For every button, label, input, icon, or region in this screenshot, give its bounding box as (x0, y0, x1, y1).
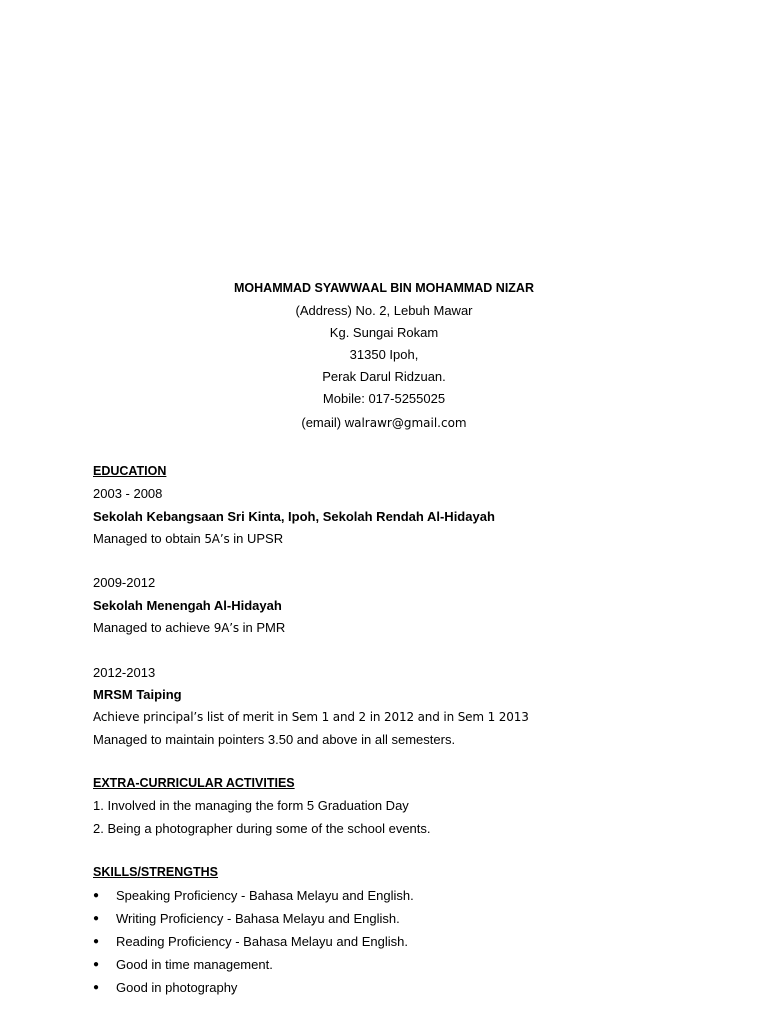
education-heading: EDUCATION (93, 464, 167, 478)
education-achievement: Managed to maintain pointers 3.50 and above in all semesters. (93, 731, 456, 747)
education-achievement: Managed to obtain 5A’s in UPSR (93, 530, 284, 546)
education-section (93, 463, 733, 1002)
education-years: 2009-2012 (93, 575, 156, 591)
skills-heading: SKILLS/STRENGTHS (93, 865, 219, 880)
address-line: Perak Darul Ridzuan. (322, 369, 446, 384)
education-achievement: Achieve principal’s list of merit in Sem 1 and 2 in 2012 and in Sem 1 2013 (93, 710, 529, 725)
skill-text: Good in time management. (116, 956, 273, 972)
email-line (0, 414, 768, 436)
education-school: Sekolah Menengah Al-Hidayah (93, 597, 282, 613)
education-school: MRSM Taiping (93, 686, 182, 702)
education-years: 2012-2013 (93, 664, 156, 680)
skill-item (93, 887, 733, 910)
bullet-icon: ● (93, 912, 100, 924)
education-years: 2003 - 2008 (93, 486, 163, 502)
extracurricular-item: 2. Being a photographer during some of the school events. (93, 820, 431, 836)
bullet-icon: ● (93, 981, 100, 993)
address-line: Kg. Sungai Rokam (329, 325, 439, 340)
bullet-icon: ● (93, 935, 100, 947)
bullet-icon: ● (93, 889, 100, 901)
spacer (93, 641, 733, 663)
spacer (93, 753, 733, 775)
address-line: 31350 Ipoh, (349, 347, 419, 362)
extracurricular-item: 1. Involved in the managing the form 5 Graduation Day (93, 798, 409, 814)
spacer (93, 552, 733, 574)
address-line: (Address) No. 2, Lebuh Mawar (295, 303, 473, 318)
email-label: (email) w (301, 415, 355, 430)
skill-text: Speaking Proficiency - Bahasa Melayu and English. (116, 887, 414, 903)
education-achievement: Managed to achieve 9A’s in PMR (93, 620, 286, 636)
education-school: Sekolah Kebangsaan Sri Kinta, Ipoh, Sekolah Rendah Al-Hidayah (93, 508, 495, 524)
bullet-icon: ● (93, 958, 100, 970)
spacer (93, 842, 733, 864)
skill-item (93, 933, 733, 956)
candidate-name: MOHAMMAD SYAWWAAL BIN MOHAMMAD NIZAR (234, 281, 534, 295)
skill-text: Writing Proficiency - Bahasa Melayu and English. (116, 910, 400, 926)
skill-item (93, 910, 733, 933)
skill-item (93, 979, 733, 1002)
skill-item (93, 956, 733, 979)
extracurricular-section (93, 775, 733, 864)
skills-section (93, 864, 733, 1001)
extracurricular-heading: EXTRA-CURRICULAR ACTIVITIES (93, 776, 295, 791)
skill-text: Good in photography (116, 979, 238, 995)
mobile-line: Mobile: 017-5255025 (322, 391, 446, 406)
email-address: alrawr@gmail.com (354, 416, 467, 430)
skill-text: Reading Proficiency - Bahasa Melayu and English. (116, 933, 408, 949)
resume-header (0, 280, 768, 436)
